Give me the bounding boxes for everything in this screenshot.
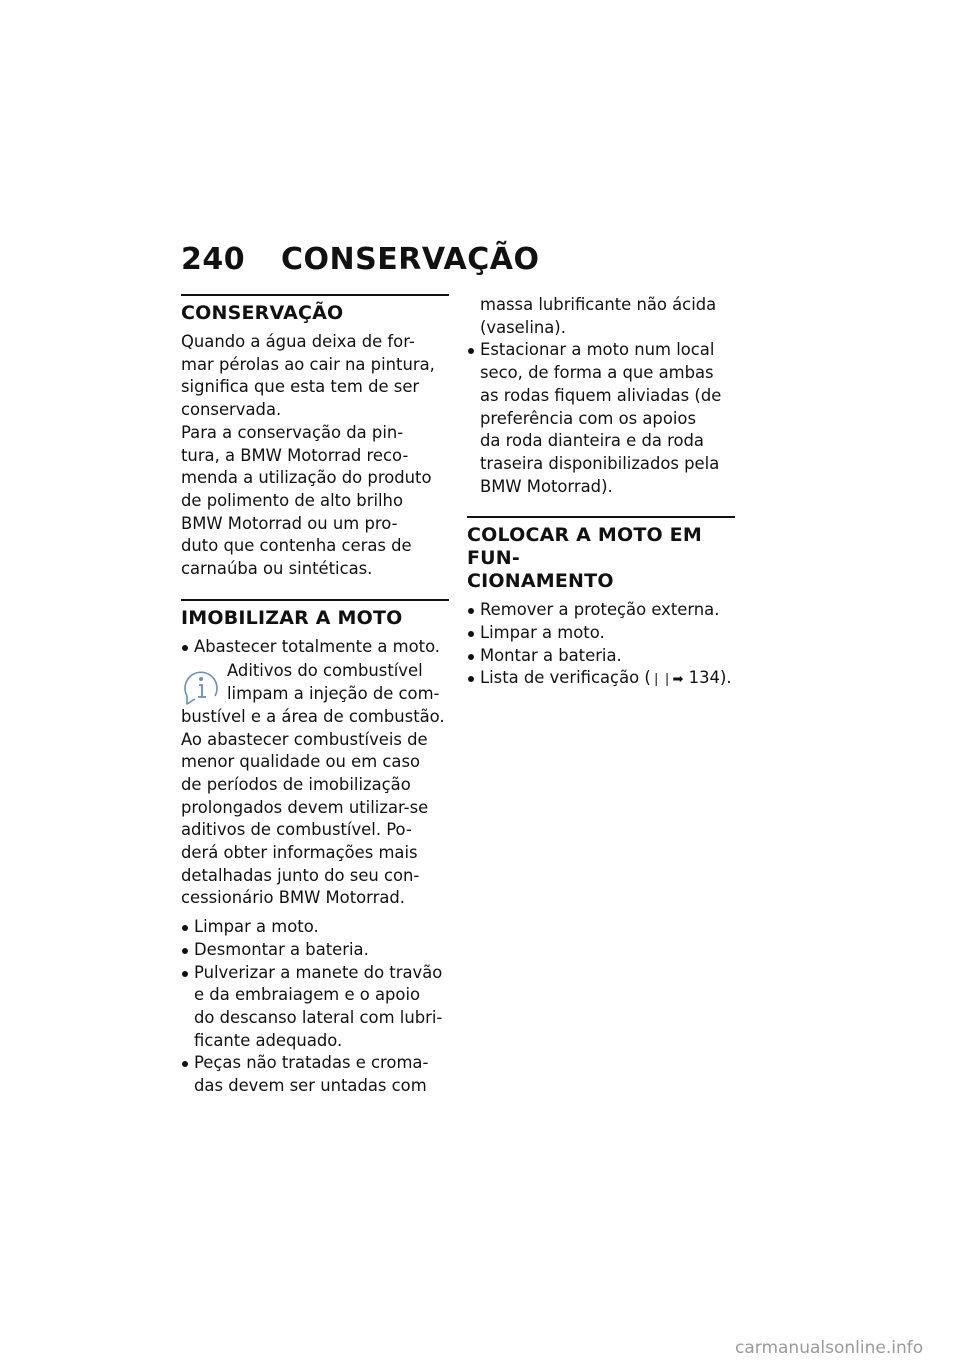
list-item: Limpar a moto. — [467, 622, 735, 645]
section-rule — [181, 599, 449, 601]
section-title-imobilizar: IMOBILIZAR A MOTO — [181, 606, 403, 629]
list-item: Pulverizar a manete do travão e da embraiagem e o apoio do descanso lateral com lubri- ficante adequado. — [181, 962, 449, 1053]
right-column — [467, 294, 735, 692]
page-number: 240 — [181, 242, 246, 277]
list-item: Montar a bateria. — [467, 645, 735, 668]
bullet-list — [467, 294, 735, 498]
bullet-list — [181, 636, 449, 659]
left-column — [181, 294, 449, 1098]
page-reference[interactable]: 134). — [688, 668, 732, 688]
list-item: Abastecer totalmente a moto. — [181, 636, 449, 659]
section-rule — [181, 294, 449, 296]
info-icon — [181, 666, 221, 706]
section-title-conservacao: CONSERVAÇÃO — [181, 302, 344, 324]
note-text: Aditivos do combustível limpam a injeção de com- bustível e a área de combustão. Ao abastecer combustíveis de menor qualidade ou em caso de períodos de imobilização prolongados devem utilizar-se aditivos de combustível. Po- derá obter informações mais detalhadas junto do seu con- cessionário BMW Motorrad. — [181, 661, 445, 908]
bullet-list — [181, 916, 449, 1098]
list-item: Remover a proteção externa. — [467, 599, 735, 622]
list-item: Limpar a moto. — [181, 916, 449, 939]
list-item: Peças não tratadas e croma- das devem ser untadas com — [181, 1052, 449, 1097]
page-header — [181, 242, 539, 277]
list-item: Estacionar a moto num local seco, de forma a que ambas as rodas fiquem aliviadas (de preferência com os apoios da roda dianteira e da roda traseira disponibilizados pela BMW Motorrad). — [467, 339, 735, 498]
bullet-list — [467, 599, 735, 692]
section-title-colocar-em-funcionamento: COLOCAR A MOTO EM FUN- CIONAMENTO — [467, 524, 702, 593]
page-reference-arrow-icon[interactable]: ❘❘➡ — [650, 672, 684, 688]
list-item: Lista de verificação (❘❘➡ 134). — [467, 667, 735, 692]
chapter-title: CONSERVAÇÃO — [281, 242, 540, 277]
section-rule — [467, 516, 735, 518]
watermark: carmanualsonline.info — [735, 1338, 924, 1358]
list-item: Desmontar a bateria. — [181, 939, 449, 962]
info-note — [181, 660, 449, 910]
paragraph-water-beading: Quando a água deixa de for- mar pérolas ao cair na pintura, significa que esta tem de ser conservada. — [181, 332, 435, 420]
list-item-continuation: massa lubrificante não ácida (vaselina). — [480, 295, 717, 337]
paragraph-paint-care: Para a conservação da pin- tura, a BMW Motorrad reco- menda a utilização do produto de polimento de alto brilho BMW Motorrad ou um pro- duto que contenha ceras de carnaúba ou sintéticas. — [181, 422, 432, 579]
